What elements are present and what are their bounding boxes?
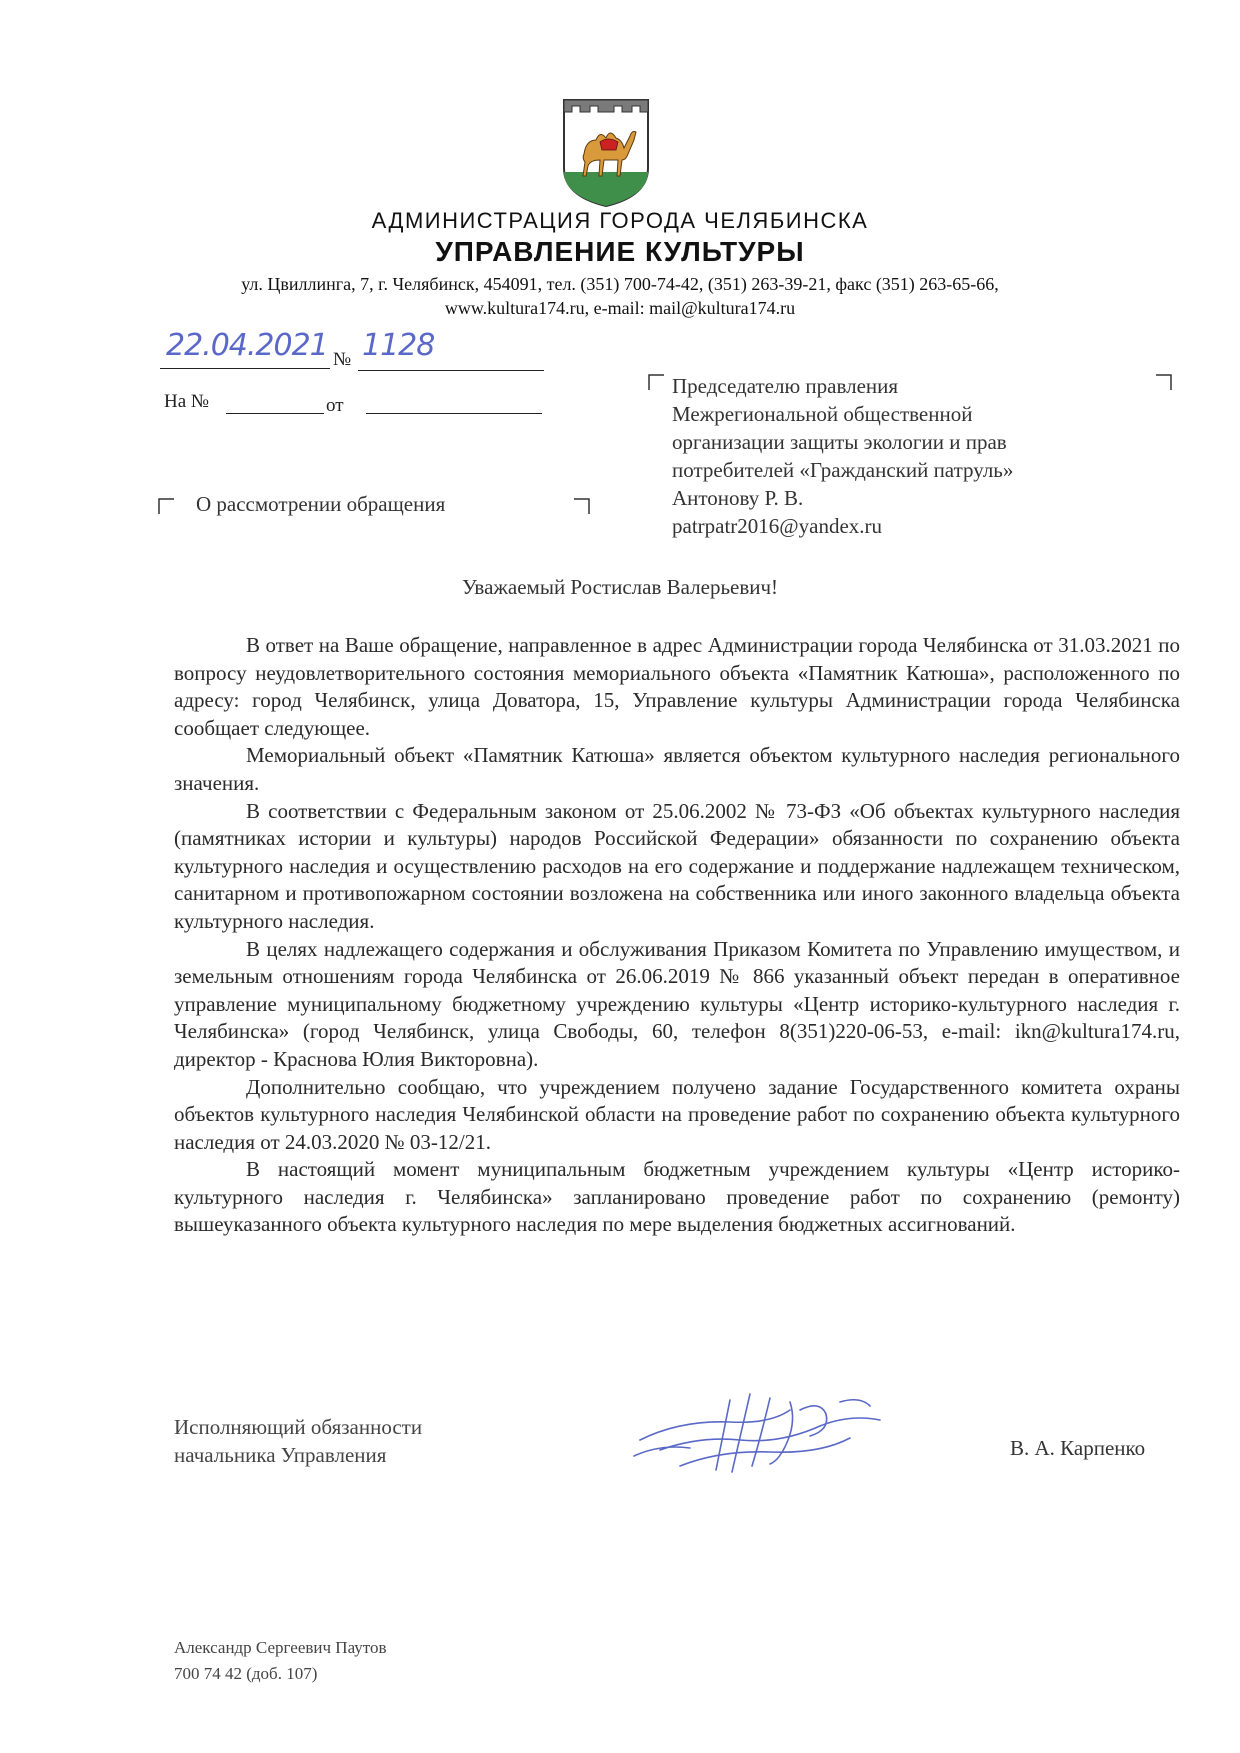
body-paragraph: В целях надлежащего содержания и обслуживания Приказом Комитета по Управлению имуществом, и земельным отношениям города Челябинска от 26.06.2019 № 866 указанный объект передан в оперативное управление муниципальному бюджетному учреждению культуры «Центр историко-культурного наследия г. Челябинска» (город Челябинск, улица Свободы, 60, телефон 8(351)220-06-53, e-mail: ikn@kultura174.ru, директор - Краснова Юлия Викторовна). (174, 936, 1180, 1071)
number-underline (358, 370, 544, 371)
addressee-line: организации защиты экологии и прав (672, 430, 1007, 454)
addressee-line: Антонову Р. В. (672, 486, 804, 510)
department-name: УПРАВЛЕНИЕ КУЛЬТУРЫ (435, 236, 805, 267)
subject-corner-left-icon (158, 498, 174, 514)
from-label: от (326, 395, 344, 416)
executor-block (174, 1635, 386, 1687)
address-line: ул. Цвиллинга, 7, г. Челябинск, 454091, тел. (351) 700-74-42, (351) 263-39-21, факс (351) 263-65-66, (241, 274, 999, 294)
coat-of-arms-icon (560, 96, 652, 208)
date-underline (160, 368, 330, 369)
subject-corner-right-icon (574, 498, 590, 514)
registration-date: 22.04.2021 (166, 328, 328, 363)
addressee-block (672, 372, 1092, 540)
from-underline (366, 413, 542, 414)
greeting: Уважаемый Ростислав Валерьевич! (461, 575, 779, 599)
reference-label: На № (164, 391, 210, 412)
signatory-title (174, 1413, 422, 1469)
handwritten-signature-icon (620, 1380, 910, 1480)
addressee-corner-right-icon (1156, 374, 1172, 390)
signatory-title-line: Исполняющий обязанности (174, 1415, 423, 1439)
addressee-email: patrpatr2016@yandex.ru (672, 514, 883, 538)
body-paragraph: В ответ на Ваше обращение, направленное в адрес Администрации города Челябинска от 31.03.2021 по вопросу неудовлетворительного состояния мемориального объекта «Памятник Катюша», расположенного по адресу: город Челябинск, улица Доватора, 15, Управление культуры Администрации города Челябинска сообщает следующее. (174, 633, 1180, 740)
addressee-line: потребителей «Гражданский патруль» (672, 458, 1014, 482)
organization-name: АДМИНИСТРАЦИЯ ГОРОДА ЧЕЛЯБИНСКА (371, 208, 869, 233)
body-paragraph: Дополнительно сообщаю, что учреждением получено задание Государственного комитета охраны объектов культурного наследия Челябинской области на проведение работ по сохранению объекта культурного наследия от 24.03.2020 № 03-12/21. (174, 1074, 1180, 1154)
reference-underline (226, 413, 324, 414)
body-paragraph: В настоящий момент муниципальным бюджетным учреждением культуры «Центр историко-культурного наследия г. Челябинска» запланировано проведение работ по сохранению (ремонту) вышеуказанного объекта культурного наследия по мере выделения бюджетных ассигнований. (174, 1157, 1180, 1237)
executor-name: Александр Сергеевич Паутов (174, 1638, 387, 1657)
registration-number: 1128 (362, 328, 435, 363)
addressee-line: Межрегиональной общественной (672, 402, 973, 426)
contacts-line: www.kultura174.ru, e-mail: mail@kultura174.ru (444, 298, 796, 318)
addressee-corner-left-icon (648, 374, 664, 390)
executor-phone: 700 74 42 (доб. 107) (174, 1664, 318, 1683)
subject-line: О рассмотрении обращения (196, 492, 446, 516)
body-paragraph: Мемориальный объект «Памятник Катюша» является объектом культурного наследия регионального значения. (174, 743, 1180, 795)
letter-body (174, 632, 1180, 1239)
body-paragraph: В соответствии с Федеральным законом от 25.06.2002 № 73-ФЗ «Об объектах культурного наследия (памятниках истории и культуры) народов Российской Федерации» обязанности по сохранению объекта культурного наследия и осуществлению расходов на его содержание и поддержание надлежащем техническом, санитарном и противопожарном состоянии возложена на собственника или иного законного владельца объекта культурного наследия. (174, 798, 1180, 933)
number-label: № (333, 349, 352, 370)
signatory-name: В. А. Карпенко (1010, 1436, 1146, 1460)
signatory-title-line: начальника Управления (174, 1443, 387, 1467)
addressee-line: Председателю правления (672, 374, 899, 398)
